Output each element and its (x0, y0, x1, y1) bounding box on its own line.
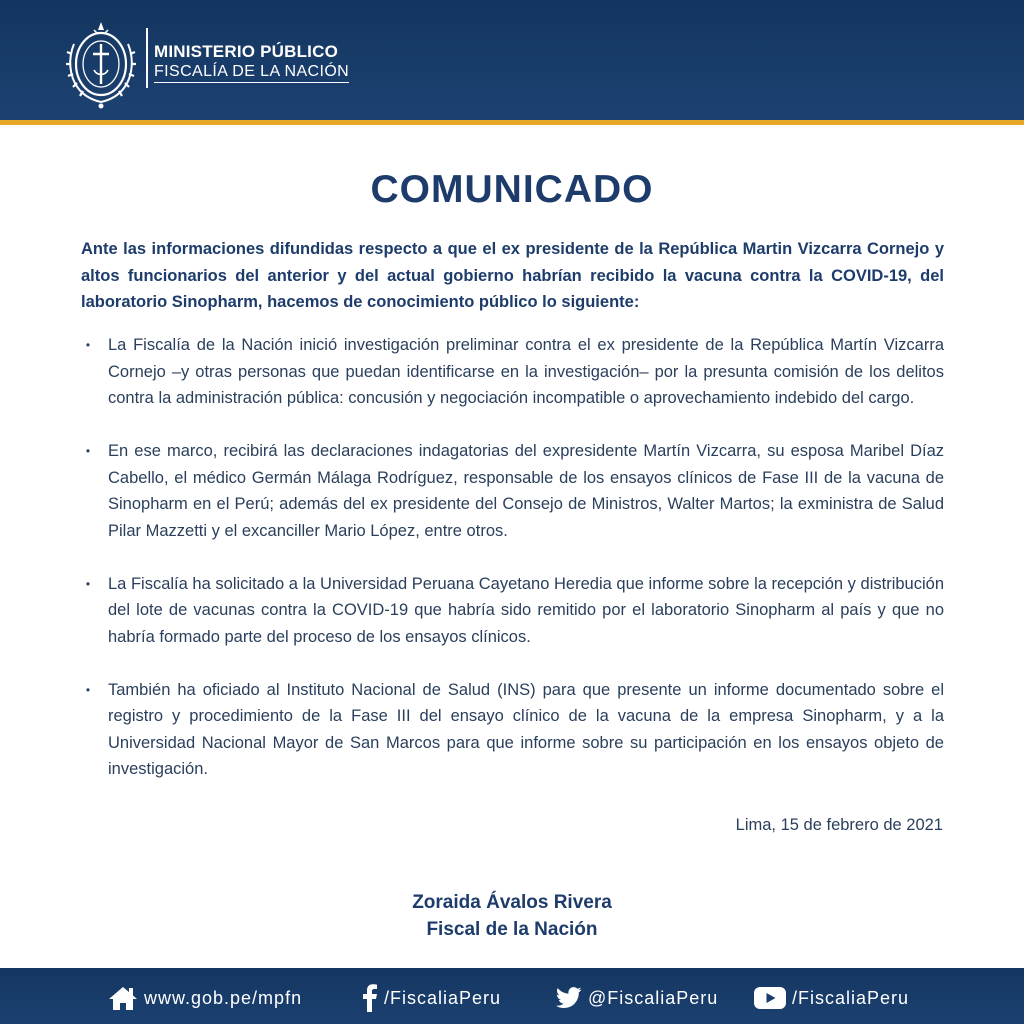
bullet-item (81, 677, 944, 783)
home-icon (108, 985, 138, 1011)
header-banner (0, 0, 1024, 120)
document-date: Lima, 15 de febrero de 2021 (735, 816, 943, 834)
footer-banner (0, 968, 1024, 1024)
intro-paragraph: Ante las informaciones difundidas respecto a que el ex presidente de la República Martin Vizcarra Cornejo y altos funcionarios del anterior y del actual gobierno habrían recibido la vacuna contra la COVID-19, del laboratorio Sinopharm, hacemos de conocimiento público lo siguiente: (81, 240, 944, 311)
footer-youtube-link[interactable] (754, 984, 909, 1012)
brand-subtitle: FISCALÍA DE LA NACIÓN (154, 63, 349, 83)
signature-role: Fiscal de la Nación (426, 919, 598, 940)
twitter-icon (556, 987, 582, 1009)
bullet-marker: • (85, 444, 91, 458)
facebook-icon (362, 984, 378, 1012)
bullet-text: La Fiscalía de la Nación inició investigación preliminar contra el ex presidente de la República Martín Vizcarra Cornejo –y otras personas que puedan identificarse en la investigación– por la presunta comisión de los delitos contra la administración pública: concusión y negociación incompatible o aprovechamiento indebido del cargo. (108, 336, 944, 407)
bullet-marker: • (85, 576, 91, 591)
ministerio-publico-seal-icon (64, 10, 138, 110)
signature-name: Zoraida Ávalos Rivera (412, 892, 612, 913)
gold-divider-line (0, 120, 1024, 125)
bullet-text: También ha oficiado al Instituto Nacional de Salud (INS) para que presente un informe documentado sobre el registro y procedimiento de la Fase III del ensayo clínico de la vacuna de la empresa Sinopharm, y a la Universidad Nacional Mayor de San Marcos para que informe sobre su participación en los ensayos objeto de investigación. (108, 680, 944, 778)
footer-website-link[interactable] (108, 984, 302, 1012)
bullet-text: La Fiscalía ha solicitado a la Universidad Peruana Cayetano Heredia que informe sobre la recepción y distribución del lote de vacunas contra la COVID-19 que habría sido remitido por el laboratorio Sinopharm al país y que no habría formado parte del proceso de los ensayos clínicos. (108, 574, 944, 646)
footer-youtube-text: /FiscaliaPeru (792, 987, 910, 1008)
bullet-marker: • (85, 682, 91, 697)
brand-title: MINISTERIO PÚBLICO (154, 42, 338, 61)
footer-website-text: www.gob.pe/mpfn (144, 987, 303, 1008)
youtube-icon (754, 987, 786, 1009)
bullet-item (81, 438, 944, 544)
footer-twitter-text: @FiscaliaPeru (588, 987, 719, 1008)
bullet-item (81, 332, 944, 412)
bullet-text: En ese marco, recibirá las declaraciones indagatorias del expresidente Martín Vizcarra, su esposa Maribel Díaz Cabello, el médico Germán Málaga Rodríguez, responsable de los ensayos clínicos de Fase III de la vacuna de Sinopharm en el Perú; además del ex presidente del Consejo de Ministros, Walter Martos; la exministra de Salud Pilar Mazzetti y el excanciller Mario López, entre otros. (108, 442, 944, 540)
footer-facebook-link[interactable] (362, 984, 501, 1012)
brand-divider (146, 28, 148, 88)
document-title: COMUNICADO (370, 168, 654, 211)
footer-facebook-text: /FiscaliaPeru (384, 987, 502, 1008)
footer-twitter-link[interactable] (556, 984, 718, 1012)
bullet-list (81, 332, 944, 809)
bullet-item (81, 571, 944, 651)
bullet-marker: • (85, 338, 91, 352)
